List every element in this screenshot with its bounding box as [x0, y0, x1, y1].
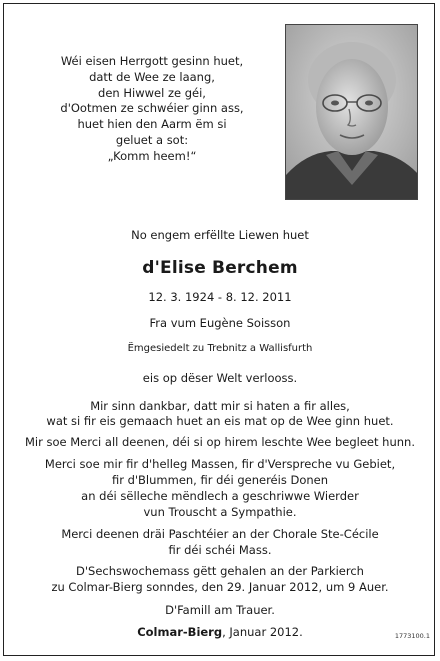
- family-signature: D'Famill am Trauer.: [165, 603, 275, 617]
- poem: [28, 54, 276, 165]
- intro-text: No engem erfëllte Liewen huet: [131, 228, 309, 242]
- thanks-paragraph-3: vun Trouscht a Sympathie.: [143, 505, 297, 519]
- departed-line: eis op dëser Welt verlooss.: [142, 371, 298, 385]
- thanks-paragraph-1: Mir sinn dankbar, datt mir si haten a fir alles,: [90, 399, 350, 413]
- poem-line: den Hiwwel ze géi,: [98, 85, 206, 100]
- thanks-paragraph-3: an déi sëlleche mëndlech a geschriwwe Wierder: [81, 489, 359, 503]
- portrait-photo: [285, 24, 418, 200]
- thanks-paragraph-1: wat si fir eis gemaach huet an eis mat op de Wee ginn huet.: [46, 414, 394, 428]
- thanks-paragraph-3: fir d'Blummen, fir déi generéis Donen: [111, 473, 329, 487]
- thanks-paragraph-4: fir déi schéi Mass.: [168, 543, 272, 557]
- deceased-name: d'Elise Berchem: [142, 258, 298, 278]
- place-name: Colmar-Bierg: [137, 625, 223, 639]
- poem-line: „Komm heem!“: [107, 148, 197, 163]
- date-text: , Januar 2012.: [222, 625, 303, 639]
- poem-line: huet hien den Aarm ëm si: [77, 117, 227, 132]
- thanks-paragraph-3: Merci soe mir fir d'helleg Massen, fir d'Verspreche vu Gebiet,: [44, 457, 396, 471]
- life-dates: 12. 3. 1924 - 8. 12. 2011: [148, 290, 292, 304]
- thanks-paragraph-4: Merci deenen dräi Paschtéier an der Chorale Ste-Cécile: [61, 527, 379, 541]
- poem-line: geluet a sot:: [115, 132, 189, 147]
- residence-line: Ëmgesiedelt zu Trebnitz a Wallisfurth: [127, 343, 313, 354]
- portrait-image: [286, 25, 418, 200]
- poem-line: d'Ootmen ze schwéier ginn ass,: [60, 101, 244, 116]
- poem-line: datt de Wee ze laang,: [89, 69, 215, 84]
- mass-announcement: D'Sechswochemass gëtt gehalen an der Parkierch: [76, 564, 364, 578]
- mass-announcement: zu Colmar-Bierg sonndes, den 29. Januar 2012, um 9 Auer.: [51, 580, 389, 594]
- spouse-line: Fra vum Eugène Soisson: [149, 316, 291, 330]
- poem-line: Wéi eisen Herrgott gesinn huet,: [60, 54, 244, 68]
- thanks-paragraph-2: Mir soe Merci all deenen, déi si op hirem leschte Wee begleet hunn.: [25, 435, 415, 449]
- reference-number: 1773100.1: [394, 632, 430, 640]
- place-date-line: [8, 625, 432, 639]
